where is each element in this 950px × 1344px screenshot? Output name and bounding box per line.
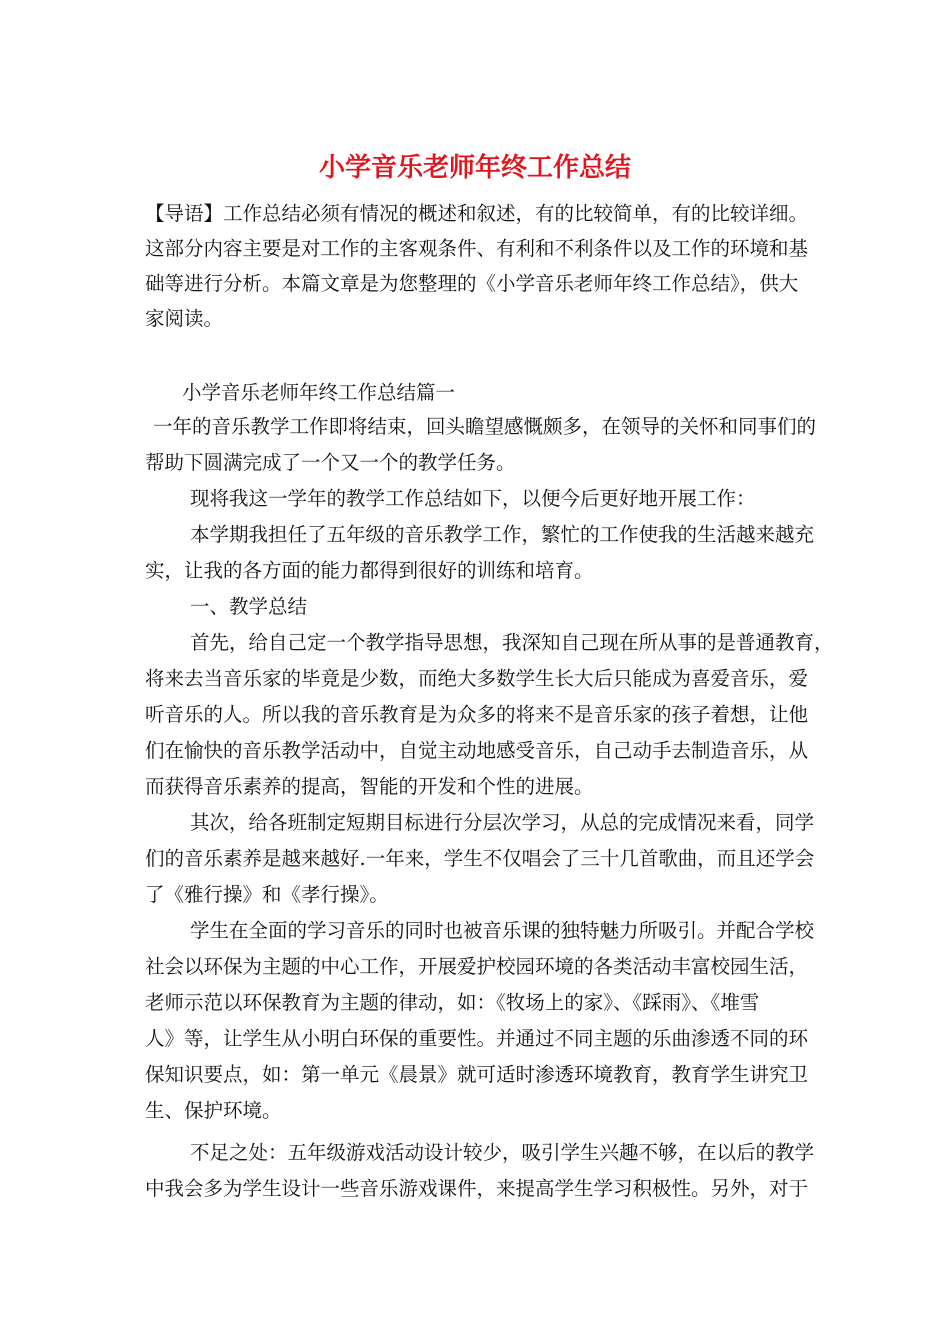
- section-heading: 小学音乐老师年终工作总结篇一: [182, 381, 456, 404]
- intro-line: 这部分内容主要是对工作的主客观条件、有利和不利条件以及工作的环境和基: [145, 237, 809, 260]
- body-line: 中我会多为学生设计一些音乐游戏课件，来提高学生学习积极性。另外，对于: [145, 1177, 809, 1200]
- body-line: 现将我这一学年的教学工作总结如下，以便今后更好地开展工作：: [190, 487, 756, 510]
- document-title: 小学音乐老师年终工作总结: [318, 153, 631, 183]
- body-line: 们的音乐素养是越来越好.一年来，学生不仅唱会了三十几首歌曲，而且还学会: [145, 847, 815, 870]
- body-line: 学生在全面的学习音乐的同时也被音乐课的独特魅力所吸引。并配合学校: [190, 919, 815, 942]
- body-line: 其次，给各班制定短期目标进行分层次学习，从总的完成情况来看，同学: [190, 811, 815, 834]
- body-line: 首先，给自己定一个教学指导思想，我深知自己现在所从事的是普通教育，: [190, 631, 834, 654]
- body-line: 保知识要点，如：第一单元《晨景》就可适时渗透环境教育，教育学生讲究卫: [145, 1063, 809, 1086]
- body-line: 生、保护环境。: [145, 1099, 282, 1122]
- body-line: 一、教学总结: [190, 595, 308, 618]
- body-line: 将来去当音乐家的毕竟是少数，而绝大多数学生长大后只能成为喜爱音乐，爱: [145, 667, 809, 690]
- body-line: 一年的音乐教学工作即将结束，回头瞻望感慨颇多，在领导的关怀和同事们的: [153, 415, 817, 438]
- intro-line: 【导语】工作总结必须有情况的概述和叙述，有的比较简单，有的比较详细。: [145, 202, 809, 225]
- body-line: 实，让我的各方面的能力都得到很好的训练和培育。: [145, 559, 594, 582]
- body-line: 了《雅行操》和《孝行操》。: [145, 883, 389, 906]
- body-line: 老师示范以环保教育为主题的律动，如：《牧场上的家》、《踩雨》、《堆雪: [145, 991, 760, 1014]
- body-line: 社会以环保为主题的中心工作，开展爱护校园环境的各类活动丰富校园生活，: [145, 955, 809, 978]
- body-line: 人》等，让学生从小明白环保的重要性。并通过不同主题的乐曲渗透不同的环: [145, 1027, 809, 1050]
- body-line: 而获得音乐素养的提高，智能的开发和个性的进展。: [145, 775, 594, 798]
- body-line: 本学期我担任了五年级的音乐教学工作，繁忙的工作使我的生活越来越充: [190, 523, 815, 546]
- intro-line: 家阅读。: [145, 307, 224, 330]
- body-line: 听音乐的人。所以我的音乐教育是为众多的将来不是音乐家的孩子着想，让他: [145, 703, 809, 726]
- body-line: 帮助下圆满完成了一个又一个的教学任务。: [145, 451, 516, 474]
- body-line: 们在愉快的音乐教学活动中，自觉主动地感受音乐，自己动手去制造音乐，从: [145, 739, 809, 762]
- body-line: 不足之处：五年级游戏活动设计较少，吸引学生兴趣不够，在以后的教学: [190, 1141, 815, 1164]
- intro-line: 础等进行分析。本篇文章是为您整理的《小学音乐老师年终工作总结》，供大: [145, 272, 799, 295]
